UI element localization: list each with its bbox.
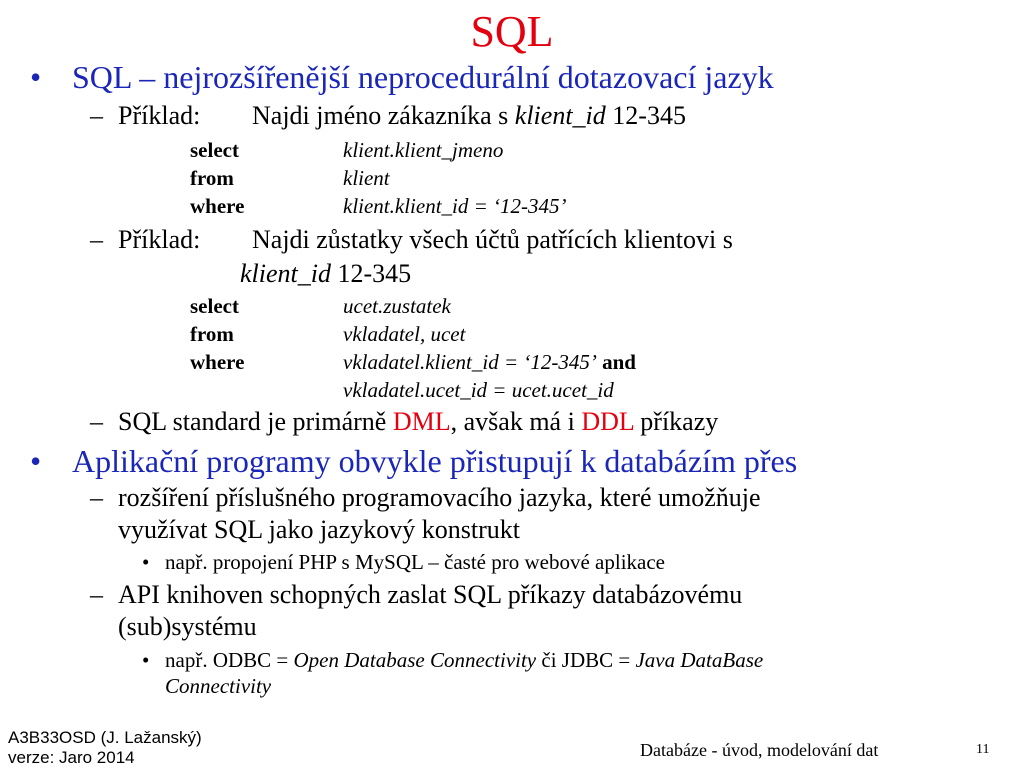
dash-marker: – — [90, 101, 103, 130]
example-2-label: Příklad: — [118, 225, 201, 254]
sql-expression: klient.klient_id = ‘12-345’ — [343, 194, 567, 218]
page-number: 11 — [976, 742, 990, 757]
sql-standard-text: SQL standard je primárně DML, avšak má i DDL příkazy — [118, 407, 719, 436]
slide-title: SQL — [470, 7, 554, 56]
sql-expression: klient.klient_jmeno — [343, 138, 504, 162]
sql-keyword: from — [190, 322, 234, 346]
sub-point-2-line-2: (sub)systému — [118, 612, 257, 641]
sql-expression: vkladatel.ucet_id = ucet.ucet_id — [343, 378, 614, 402]
bullet-marker: • — [142, 648, 150, 672]
dash-marker: – — [90, 483, 103, 512]
sql-keyword: from — [190, 166, 234, 190]
sub-point-1-line-2: využívat SQL jako jazykový konstrukt — [118, 515, 520, 544]
footer-version: verze: Jaro 2014 — [8, 748, 135, 767]
example-1-text: Najdi jméno zákazníka s klient_id 12-345 — [252, 101, 686, 130]
sql-expression: klient — [343, 166, 390, 190]
footer-course: A3B33OSD (J. Lažanský) — [8, 728, 202, 747]
dash-marker: – — [90, 225, 103, 254]
dash-marker: – — [90, 407, 103, 436]
sub-point-1-line-1: rozšíření příslušného programovacího jazyka, které umožňuje — [118, 483, 761, 512]
sql-keyword: select — [190, 138, 239, 162]
sql-keyword: where — [190, 194, 245, 218]
sql-keyword: select — [190, 294, 239, 318]
sql-expression: vkladatel, ucet — [343, 322, 466, 346]
footer-title: Databáze - úvod, modelování dat — [640, 740, 879, 760]
sub-point-2-line-1: API knihoven schopných zaslat SQL příkazy databázovému — [118, 580, 743, 609]
sub-point-2-example-cont: Connectivity — [165, 674, 272, 698]
bullet-marker: • — [30, 59, 42, 95]
dash-marker: – — [90, 580, 103, 609]
sub-point-2-example: např. ODBC = Open Database Connectivity či JDBC = Java DataBase — [165, 648, 764, 672]
example-2-text: Najdi zůstatky všech účtů patřících klientovi s — [252, 225, 733, 254]
sub-point-1-example: např. propojení PHP s MySQL – časté pro webové aplikace — [165, 550, 666, 574]
bullet-1-text: SQL – nejrozšířenější neprocedurální dotazovací jazyk — [72, 59, 774, 95]
example-2-text-cont: klient_id 12-345 — [240, 259, 412, 288]
sql-keyword: where — [190, 350, 245, 374]
sql-expression: vkladatel.klient_id = ‘12-345’ and — [343, 350, 636, 374]
bullet-marker: • — [30, 443, 42, 479]
example-1-label: Příklad: — [118, 101, 201, 130]
sql-expression: ucet.zustatek — [343, 294, 451, 318]
bullet-marker: • — [142, 550, 150, 574]
bullet-2-text: Aplikační programy obvykle přistupují k databázím přes — [72, 443, 798, 479]
